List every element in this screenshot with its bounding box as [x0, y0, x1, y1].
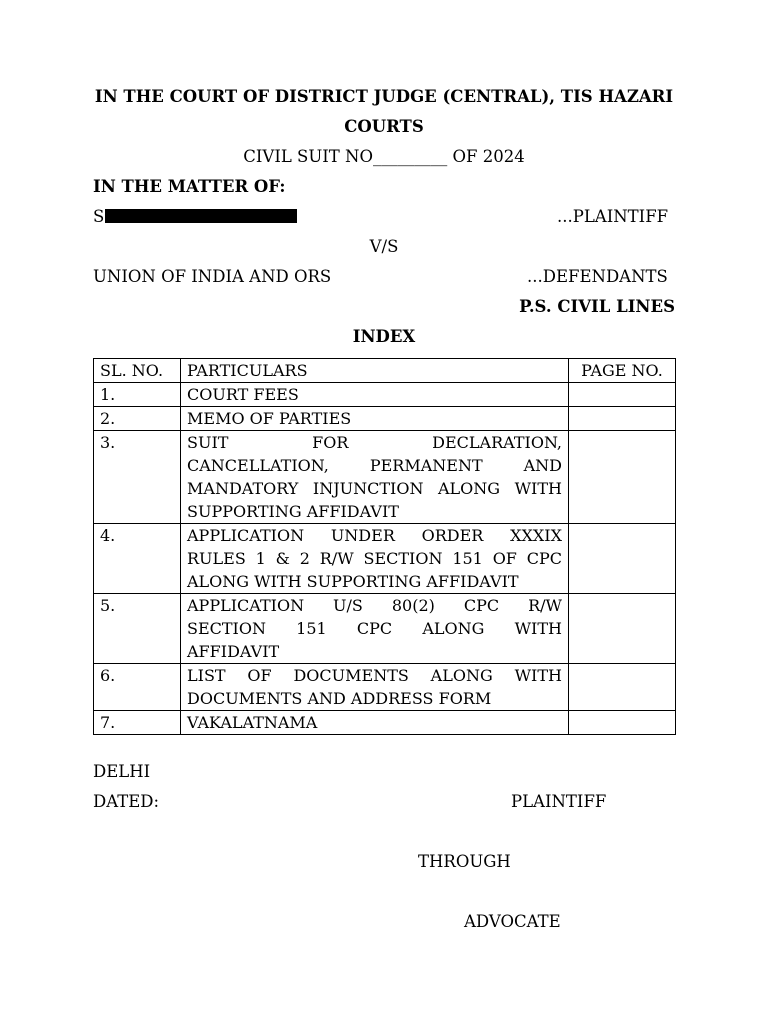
- row-sl-no: 7.: [94, 711, 181, 735]
- table-row: [94, 407, 676, 431]
- particulars-line: SECTION 151 CPC ALONG WITH: [187, 619, 562, 638]
- particulars-line: LIST OF DOCUMENTS ALONG WITH: [187, 666, 562, 685]
- defendant-name: UNION OF INDIA AND ORS: [93, 267, 332, 286]
- signature-advocate: ADVOCATE: [464, 912, 561, 931]
- row-particulars: [181, 664, 569, 711]
- table-row: [94, 664, 676, 711]
- particulars-line: VAKALATNAMA: [187, 713, 318, 732]
- row-page-no: [569, 594, 676, 664]
- header-sl-no: SL. NO.: [94, 359, 181, 383]
- row-page-no: [569, 711, 676, 735]
- plaintiff-initial: S: [93, 207, 105, 226]
- row-sl-no: 3.: [94, 431, 181, 524]
- police-station: P.S. CIVIL LINES: [519, 297, 675, 316]
- particulars-line: AFFIDAVIT: [187, 642, 280, 661]
- particulars-line: CANCELLATION, PERMANENT AND: [187, 456, 562, 475]
- row-page-no: [569, 664, 676, 711]
- versus-label: V/S: [369, 237, 399, 256]
- row-sl-no: 5.: [94, 594, 181, 664]
- row-particulars: [181, 594, 569, 664]
- header-page-no: PAGE NO.: [569, 359, 676, 383]
- table-row: [94, 594, 676, 664]
- court-title-line1: IN THE COURT OF DISTRICT JUDGE (CENTRAL), TIS HAZARI: [94, 87, 674, 106]
- row-page-no: [569, 524, 676, 594]
- signature-through: THROUGH: [418, 852, 511, 871]
- row-page-no: [569, 407, 676, 431]
- row-particulars: [181, 524, 569, 594]
- particulars-line: COURT FEES: [187, 385, 299, 404]
- matter-heading: IN THE MATTER OF:: [93, 177, 286, 196]
- table-row: [94, 711, 676, 735]
- dated-label: DATED:: [93, 792, 160, 811]
- row-particulars: [181, 383, 569, 407]
- particulars-line: APPLICATION UNDER ORDER XXXIX: [187, 526, 562, 545]
- header-particulars: PARTICULARS: [181, 359, 569, 383]
- defendant-role: ...DEFENDANTS: [527, 267, 668, 286]
- particulars-line: RULES 1 & 2 R/W SECTION 151 OF CPC: [187, 549, 562, 568]
- particulars-line: MEMO OF PARTIES: [187, 409, 352, 428]
- court-title-line2: COURTS: [344, 117, 424, 136]
- plaintiff-role: ...PLAINTIFF: [557, 207, 669, 226]
- table-row: [94, 524, 676, 594]
- table-header-row: [94, 359, 676, 383]
- row-particulars: [181, 431, 569, 524]
- row-particulars: [181, 407, 569, 431]
- particulars-line: SUPPORTING AFFIDAVIT: [187, 502, 399, 521]
- row-sl-no: 6.: [94, 664, 181, 711]
- particulars-line: ALONG WITH SUPPORTING AFFIDAVIT: [187, 572, 519, 591]
- plaintiff-name: [93, 207, 297, 226]
- row-page-no: [569, 431, 676, 524]
- signature-plaintiff: PLAINTIFF: [511, 792, 607, 811]
- index-heading: INDEX: [352, 327, 416, 346]
- redaction-bar: [105, 209, 297, 223]
- particulars-line: DOCUMENTS AND ADDRESS FORM: [187, 689, 492, 708]
- particulars-line: APPLICATION U/S 80(2) CPC R/W: [187, 596, 562, 615]
- row-particulars: [181, 711, 569, 735]
- index-table: [93, 358, 676, 735]
- row-page-no: [569, 383, 676, 407]
- suit-number: CIVIL SUIT NO_________ OF 2024: [243, 147, 525, 166]
- row-sl-no: 4.: [94, 524, 181, 594]
- row-sl-no: 1.: [94, 383, 181, 407]
- particulars-line: MANDATORY INJUNCTION ALONG WITH: [187, 479, 562, 498]
- place-label: DELHI: [93, 762, 151, 781]
- table-row: [94, 431, 676, 524]
- table-row: [94, 383, 676, 407]
- row-sl-no: 2.: [94, 407, 181, 431]
- particulars-line: SUIT FOR DECLARATION,: [187, 433, 562, 452]
